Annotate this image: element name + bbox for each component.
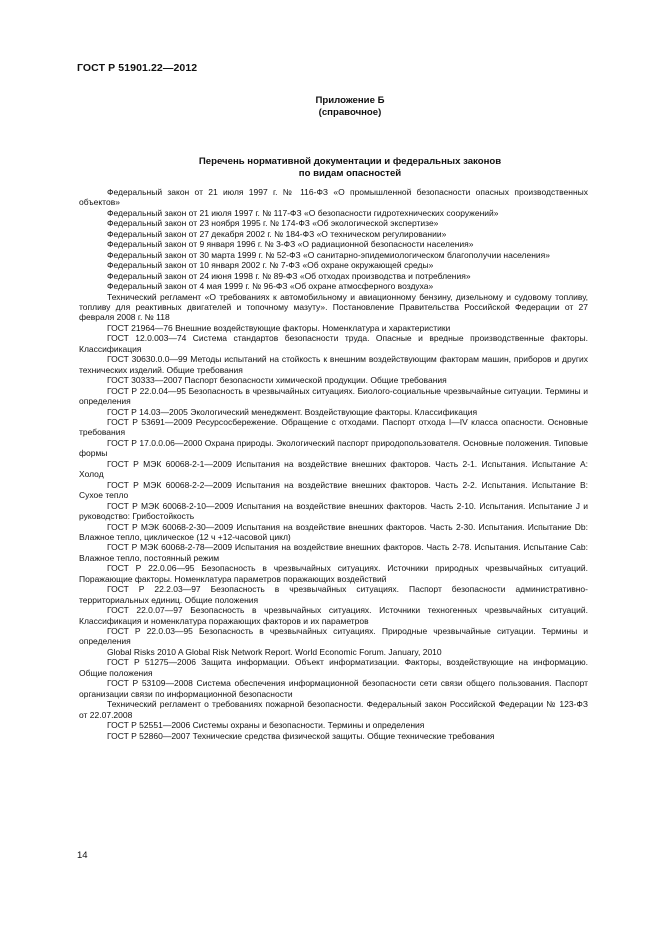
reference-entry: ГОСТ Р МЭК 60068-2-78—2009 Испытания на воздействие внешних факторов. Часть 2-78. Испытания. Испытание Cab: Влажное тепло, постоянный режим	[79, 542, 588, 563]
reference-entry: Федеральный закон от 23 ноября 1995 г. № 174-ФЗ «Об экологической экспертизе»	[107, 218, 439, 229]
reference-list	[79, 187, 588, 741]
reference-entry: ГОСТ 30630.0.0—99 Методы испытаний на стойкость к внешним воздействующим факторам машин, приборов и других технических изделий. Общие требования	[79, 354, 588, 375]
reference-entry: Федеральный закон от 21 июля 1997 г. № 117-ФЗ «О безопасности гидротехнических сооружений»	[107, 207, 499, 218]
reference-entry: ГОСТ Р МЭК 60068-2-30—2009 Испытания на воздействие внешних факторов. Часть 2-30. Испытания. Испытание Db: Влажное тепло, циклическое (12 ч +12-часовой цикл)	[79, 521, 588, 542]
appendix-subtitle: (справочное)	[318, 107, 382, 118]
reference-entry: ГОСТ Р 53691—2009 Ресурсосбережение. Обращение с отходами. Паспорт отхода I—IV класса опасности. Основные требования	[79, 416, 588, 438]
reference-entry: ГОСТ 12.0.003—74 Система стандартов безопасности труда. Опасные и вредные производственные факторы. Классификация	[79, 333, 588, 354]
reference-entry: ГОСТ Р 22.0.04—95 Безопасность в чрезвычайных ситуациях. Биолого-социальные чрезвычайные ситуации. Термины и определения	[79, 385, 588, 407]
appendix-block	[0, 95, 661, 119]
reference-entry: Федеральный закон от 10 января 2002 г. № 7-ФЗ «Об охране окружающей среды»	[107, 260, 434, 271]
appendix-title: Приложение Б	[315, 95, 385, 106]
reference-entry: Федеральный закон от 4 мая 1999 г. № 96-ФЗ «Об охране атмосферного воздуха»	[107, 281, 434, 292]
reference-entry: ГОСТ Р 52860—2007 Технические средства физической защиты. Общие технические требования	[107, 730, 495, 741]
reference-entry: ГОСТ 21964—76 Внешние воздействующие факторы. Номенклатура и характеристики	[107, 322, 451, 333]
document-code-header: ГОСТ Р 51901.22—2012	[77, 62, 198, 74]
reference-entry: ГОСТ Р 14.03—2005 Экологический менеджмент. Воздействующие факторы. Классификация	[107, 406, 478, 417]
reference-entry: Технический регламент «О требованиях к автомобильному и авиационному бензину, дизельному и судовому топливу, топливу для реактивных двигателей и топочному мазуту». Постановление Правительства Российской Федерации от 27 февраля 2008 г. № 118	[79, 291, 588, 323]
reference-entry: Федеральный закон от 9 января 1996 г. № 3-ФЗ «О радиационной безопасности населения»	[107, 239, 474, 250]
reference-entry: Федеральный закон от 21 июля 1997 г. № 116-ФЗ «О промышленной безопасности опасных производственных объектов»	[79, 187, 588, 208]
reference-entry: ГОСТ Р 22.2.03—97 Безопасность в чрезвычайных ситуациях. Паспорт безопасности административно-территориальных единиц. Общие положения	[79, 584, 588, 605]
reference-entry: ГОСТ Р 17.0.0.06—2000 Охрана природы. Экологический паспорт природопользователя. Основные положения. Типовые формы	[79, 437, 588, 459]
section-heading-line-2: по видам опасностей	[298, 168, 402, 179]
page-number: 14	[77, 850, 88, 861]
reference-entry: ГОСТ 30333—2007 Паспорт безопасности химической продукции. Общие требования	[107, 375, 447, 386]
section-heading	[0, 156, 661, 180]
reference-entry: Федеральный закон от 30 марта 1999 г. № 52-ФЗ «О санитарно-эпидемиологическом благополучии населения»	[107, 249, 551, 260]
reference-entry: ГОСТ Р 52551—2006 Системы охраны и безопасности. Термины и определения	[107, 720, 425, 731]
reference-entry: ГОСТ Р МЭК 60068-2-10—2009 Испытания на воздействие внешних факторов. Часть 2-10. Испытания. Испытание J и руководство: Грибостойкость	[79, 500, 588, 522]
reference-entry: ГОСТ 22.0.07—97 Безопасность в чрезвычайных ситуациях. Источники техногенных чрезвычайных ситуаций. Классификация и номенклатура поражающих факторов и их параметров	[79, 605, 588, 626]
reference-entry: ГОСТ Р 22.0.03—95 Безопасность в чрезвычайных ситуациях. Природные чрезвычайные ситуации. Термины и определения	[79, 626, 588, 647]
reference-entry: Технический регламент о требованиях пожарной безопасности. Федеральный закон Российской Федерации № 123-ФЗ от 22.07.2008	[79, 699, 588, 720]
reference-entry: ГОСТ Р МЭК 60068-2-1—2009 Испытания на воздействие внешних факторов. Часть 2-1. Испытания. Испытание А: Холод	[79, 458, 588, 480]
section-heading-line-1: Перечень нормативной документации и федеральных законов	[198, 156, 502, 167]
reference-entry: Федеральный закон от 24 июня 1998 г. № 89-ФЗ «Об отходах производства и потребления»	[107, 270, 471, 281]
reference-entry: ГОСТ Р 22.0.06—95 Безопасность в чрезвычайных ситуациях. Источники природных чрезвычайных ситуаций. Поражающие факторы. Номенклатура параметров поражающих воздействий	[79, 563, 588, 584]
reference-entry: Global Risks 2010 A Global Risk Network Report. World Economic Forum. January, 2010	[107, 646, 442, 657]
reference-entry: ГОСТ Р 51275—2006 Защита информации. Объект информатизации. Факторы, воздействующие на информацию. Общие положения	[79, 657, 588, 678]
reference-entry: ГОСТ Р 53109—2008 Система обеспечения информационной безопасности сети связи общего пользования. Паспорт организации связи по информационной безопасности	[79, 678, 588, 699]
reference-entry: ГОСТ Р МЭК 60068-2-2—2009 Испытания на воздействие внешних факторов. Часть 2-2. Испытания. Испытание В: Сухое тепло	[79, 479, 588, 501]
reference-entry: Федеральный закон от 27 декабря 2002 г. № 184-ФЗ «О техническом регулировании»	[107, 228, 447, 239]
